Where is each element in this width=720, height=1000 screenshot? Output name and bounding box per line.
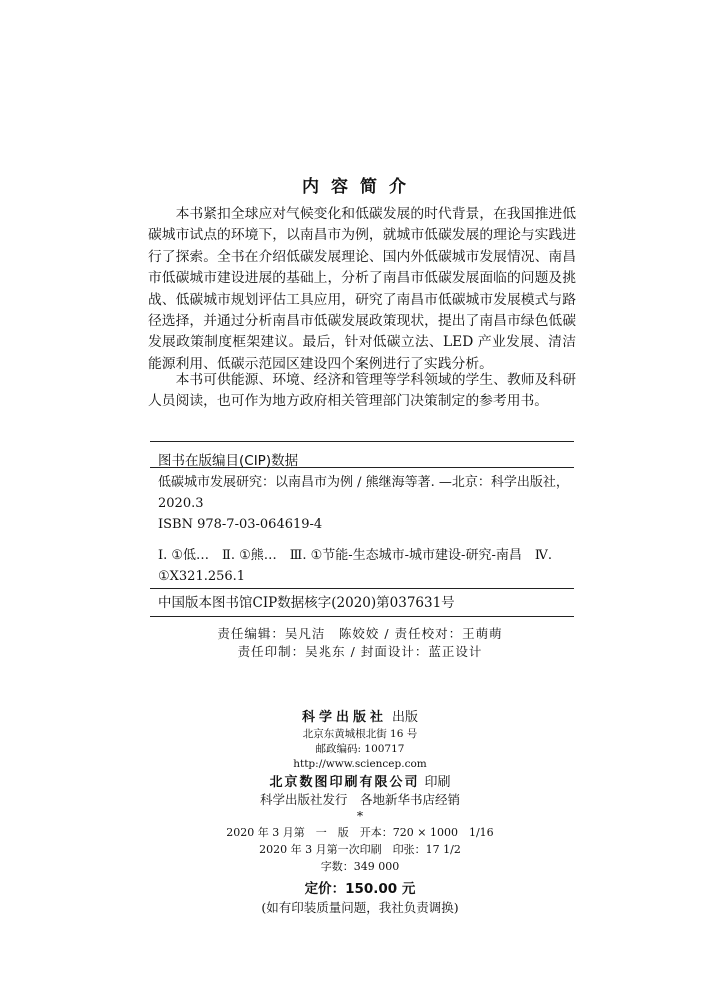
summary-paragraph-1: 本书紧扣全球应对气候变化和低碳发展的时代背景，在我国推进低碳城市试点的环境下，以南昌市为例，就城市低碳发展的理论与实践进行了探索。全书在介绍低碳发展理论、国内外低碳城市发展情况、南昌市低碳城市建设进展的基础上，分析了南昌市低碳发展面临的问题及挑战、低碳城市规划评估工具应用，研究了南昌市低碳城市发展模式与路径选择，并通过分析南昌市低碳发展政策现状，提出了南昌市绿色低碳发展政策制度框架建议。最后，针对低碳立法、LED 产业发展、清洁能源利用、低碳示范园区建设四个案例进行了实践分析。 (148, 206, 576, 372)
responsibility-line-1: 责任编辑：吴凡洁 陈姣姣 / 责任校对：王萌萌 (217, 626, 503, 641)
publisher-postcode: 邮政编码: 100717 (315, 743, 405, 755)
publisher-line (0, 706, 720, 725)
distribution-line: 科学出版社发行 各地新华书店经销 (259, 792, 460, 807)
cip-middle-rule (150, 588, 574, 589)
cip-heading-rule (150, 467, 574, 468)
responsibility-line-2: 责任印制：吴兆东 / 封面设计：蓝正设计 (237, 644, 483, 659)
price-line: 定价：150.00 元 (304, 881, 416, 897)
cip-record-number: 中国版本图书馆CIP数据核字(2020)第037631号 (158, 595, 455, 611)
summary-title: 内容简介 (302, 177, 418, 197)
printer-role: 印刷 (424, 775, 451, 790)
cip-heading: 图书在版编目(CIP)数据 (158, 453, 299, 469)
publisher-name: 科学出版社 (301, 710, 387, 725)
printer-name: 北京数图印刷有限公司 (269, 775, 420, 790)
cip-isbn: ISBN 978-7-03-064619-4 (158, 517, 323, 532)
printing-line: 2020 年 3 月第一次印刷 印张：17 1/2 (259, 843, 461, 856)
cip-classification: Ⅰ. ①低… Ⅱ. ①熊… Ⅲ. ①节能-生态城市-城市建设-研究-南昌 Ⅳ. ①X321.256.1 (158, 548, 552, 584)
cip-title-line: 低碳城市发展研究：以南昌市为例 / 熊继海等著. —北京：科学出版社，2020.3 (158, 475, 569, 511)
summary-paragraph-2: 本书可供能源、环境、经济和管理等学科领域的学生、教师及科研人员阅读，也可作为地方政府相关管理部门决策制定的参考用书。 (148, 372, 576, 410)
publisher-website: http://www.sciencep.com (293, 758, 427, 770)
publisher-address: 北京东黄城根北街 16 号 (302, 728, 418, 740)
printer-line (0, 771, 720, 790)
edition-line: 2020 年 3 月第 一 版 开本：720 × 1000 1/16 (226, 826, 494, 839)
separator-star: * (356, 808, 364, 823)
cip-top-rule (150, 441, 574, 442)
publisher-role: 出版 (392, 710, 419, 725)
quality-notice: (如有印装质量问题，我社负责调换) (261, 900, 459, 915)
cip-bottom-rule (150, 616, 574, 617)
wordcount-line: 字数：349 000 (320, 860, 400, 873)
